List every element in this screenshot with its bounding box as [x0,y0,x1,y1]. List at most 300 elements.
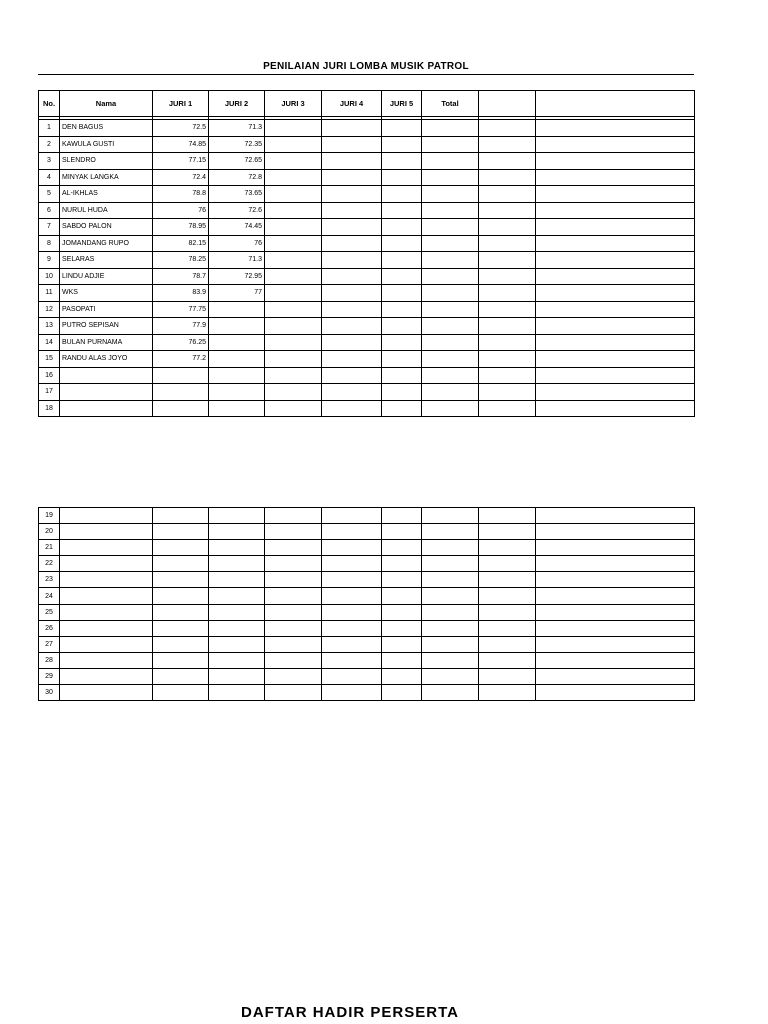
empty-cell [322,153,382,170]
empty-cell [265,524,322,540]
empty-cell [153,572,209,588]
empty-cell [382,301,422,318]
empty-cell [322,235,382,252]
row-number: 14 [39,334,60,351]
empty-cell [265,367,322,384]
empty-cell [265,540,322,556]
empty-cell [422,252,479,269]
juri1-score: 72.4 [153,169,209,186]
row-number: 18 [39,400,60,417]
empty-cell [382,384,422,401]
empty-cell [322,367,382,384]
juri1-score: 76 [153,202,209,219]
empty-cell [382,318,422,335]
empty-cell [422,301,479,318]
empty-cell [479,285,536,302]
column-header [536,91,695,117]
participant-name: KAWULA GUSTI [60,136,153,153]
row-number: 23 [39,572,60,588]
empty-cell [422,685,479,701]
empty-cell [265,508,322,524]
column-header: JURI 3 [265,91,322,117]
empty-cell [265,120,322,137]
empty-cell [322,524,382,540]
table-row [39,169,695,186]
empty-cell [422,186,479,203]
column-header: JURI 2 [209,91,265,117]
empty-cell [153,524,209,540]
juri2-score: 74.45 [209,219,265,236]
row-number: 24 [39,588,60,604]
empty-cell [422,620,479,636]
empty-cell [265,572,322,588]
empty-cell [322,334,382,351]
empty-cell [60,604,153,620]
juri1-score: 76.25 [153,334,209,351]
title-underline [38,74,694,75]
empty-cell [382,136,422,153]
row-number: 22 [39,556,60,572]
juri1-score: 83.9 [153,285,209,302]
empty-cell [382,285,422,302]
empty-cell [536,318,695,335]
table-row [39,636,695,652]
empty-cell [322,268,382,285]
empty-cell [536,652,695,668]
empty-cell [382,169,422,186]
empty-cell [422,384,479,401]
juri1-score: 78.25 [153,252,209,269]
empty-cell [536,556,695,572]
empty-cell [322,219,382,236]
juri1-score [153,384,209,401]
participant-name: PASOPATI [60,301,153,318]
empty-cell [536,301,695,318]
empty-cell [322,588,382,604]
row-number: 7 [39,219,60,236]
empty-cell [153,540,209,556]
empty-cell [322,384,382,401]
empty-cell [209,572,265,588]
juri1-score: 82.15 [153,235,209,252]
row-number: 27 [39,636,60,652]
row-number: 29 [39,668,60,684]
empty-cell [60,588,153,604]
empty-cell [265,252,322,269]
row-number: 20 [39,524,60,540]
empty-cell [536,400,695,417]
empty-cell [479,268,536,285]
empty-cell [322,169,382,186]
empty-cell [265,668,322,684]
empty-cell [209,620,265,636]
empty-cell [382,588,422,604]
empty-cell [382,620,422,636]
empty-cell [382,153,422,170]
table-row [39,572,695,588]
empty-cell [60,636,153,652]
empty-cell [322,351,382,368]
page-title: PENILAIAN JURI LOMBA MUSIK PATROL [263,61,469,72]
row-number: 1 [39,120,60,137]
participant-name: WKS [60,285,153,302]
empty-cell [153,604,209,620]
empty-cell [209,685,265,701]
empty-cell [479,186,536,203]
empty-cell [322,556,382,572]
empty-cell [209,556,265,572]
empty-cell [209,604,265,620]
table-row [39,252,695,269]
column-header: No. [39,91,60,117]
empty-cell [422,235,479,252]
empty-cell [479,400,536,417]
table-row [39,668,695,684]
empty-cell [422,334,479,351]
empty-cell [322,285,382,302]
empty-cell [265,318,322,335]
empty-cell [536,169,695,186]
juri1-score: 77.2 [153,351,209,368]
empty-cell [60,652,153,668]
table-row [39,120,695,137]
empty-cell [382,334,422,351]
empty-cell [479,652,536,668]
empty-cell [479,334,536,351]
empty-cell [265,268,322,285]
empty-cell [422,268,479,285]
header-row [39,91,695,117]
empty-cell [382,668,422,684]
row-number: 16 [39,367,60,384]
empty-cell [479,668,536,684]
empty-cell [382,556,422,572]
empty-cell [60,540,153,556]
table-row [39,351,695,368]
empty-cell [60,668,153,684]
column-header [479,91,536,117]
empty-cell [479,120,536,137]
empty-cell [422,540,479,556]
empty-cell [536,508,695,524]
empty-cell [479,367,536,384]
empty-cell [322,318,382,335]
row-number: 6 [39,202,60,219]
empty-cell [422,318,479,335]
empty-cell [265,400,322,417]
empty-cell [322,508,382,524]
empty-cell [209,588,265,604]
empty-cell [265,351,322,368]
juri2-score [209,334,265,351]
table-row [39,268,695,285]
empty-cell [422,588,479,604]
empty-cell [422,400,479,417]
table-row [39,652,695,668]
empty-cell [479,219,536,236]
empty-cell [265,153,322,170]
empty-cell [536,285,695,302]
juri2-score: 73.65 [209,186,265,203]
row-number: 30 [39,685,60,701]
juri1-score: 77.9 [153,318,209,335]
juri2-score: 71.3 [209,120,265,137]
row-number: 21 [39,540,60,556]
empty-cell [382,268,422,285]
empty-cell [265,169,322,186]
empty-cell [536,268,695,285]
empty-cell [265,202,322,219]
empty-cell [422,169,479,186]
empty-cell [422,219,479,236]
empty-cell [382,120,422,137]
juri1-score: 78.8 [153,186,209,203]
empty-cell [265,384,322,401]
juri1-score: 77.75 [153,301,209,318]
participant-name: NURUL HUDA [60,202,153,219]
empty-cell [422,351,479,368]
empty-cell [479,604,536,620]
empty-cell [60,685,153,701]
juri1-score [153,367,209,384]
empty-cell [265,604,322,620]
empty-cell [536,668,695,684]
empty-cell [479,685,536,701]
empty-cell [382,235,422,252]
empty-cell [382,367,422,384]
empty-cell [479,301,536,318]
empty-cell [479,252,536,269]
column-header: JURI 4 [322,91,382,117]
empty-cell [60,524,153,540]
juri2-score: 71.3 [209,252,265,269]
empty-cell [479,136,536,153]
empty-cell [422,153,479,170]
empty-cell [322,668,382,684]
column-header: JURI 5 [382,91,422,117]
juri2-score: 72.95 [209,268,265,285]
row-number: 5 [39,186,60,203]
participant-name: RANDU ALAS JOYO [60,351,153,368]
participant-name: DEN BAGUS [60,120,153,137]
empty-cell [322,604,382,620]
empty-cell [479,572,536,588]
empty-cell [536,636,695,652]
empty-cell [60,572,153,588]
empty-cell [536,351,695,368]
empty-cell [536,153,695,170]
table-row [39,186,695,203]
empty-cell [479,588,536,604]
empty-cell [265,620,322,636]
table-row [39,334,695,351]
empty-cell [265,301,322,318]
table-row [39,604,695,620]
row-number: 3 [39,153,60,170]
empty-cell [479,540,536,556]
table-row [39,235,695,252]
row-number: 4 [39,169,60,186]
juri2-score: 72.8 [209,169,265,186]
juri2-score [209,400,265,417]
juri2-score: 76 [209,235,265,252]
empty-cell [60,508,153,524]
row-number: 13 [39,318,60,335]
table-row [39,153,695,170]
juri1-score: 78.95 [153,219,209,236]
empty-cell [479,153,536,170]
attendance-title: DAFTAR HADIR PERSERTA [241,1004,459,1021]
empty-cell [536,572,695,588]
empty-cell [322,136,382,153]
empty-cell [153,620,209,636]
empty-cell [382,540,422,556]
empty-cell [322,400,382,417]
empty-cell [265,685,322,701]
juri1-score: 72.5 [153,120,209,137]
empty-cell [322,186,382,203]
empty-cell [265,235,322,252]
empty-cell [382,524,422,540]
empty-cell [479,620,536,636]
row-number: 12 [39,301,60,318]
empty-cell [322,652,382,668]
juri1-score [153,400,209,417]
juri2-score [209,351,265,368]
empty-cell [209,636,265,652]
empty-cell [536,367,695,384]
score-table-continued [38,507,695,701]
empty-cell [60,620,153,636]
empty-cell [422,636,479,652]
empty-cell [536,524,695,540]
participant-name: MINYAK LANGKA [60,169,153,186]
empty-cell [322,301,382,318]
row-number: 26 [39,620,60,636]
empty-cell [422,668,479,684]
table-row [39,620,695,636]
empty-cell [265,556,322,572]
juri1-score: 74.85 [153,136,209,153]
juri2-score: 72.65 [209,153,265,170]
empty-cell [479,508,536,524]
empty-cell [153,685,209,701]
empty-cell [382,202,422,219]
row-number: 9 [39,252,60,269]
empty-cell [422,524,479,540]
participant-name [60,384,153,401]
participant-name: LINDU ADJIE [60,268,153,285]
column-header: Total [422,91,479,117]
empty-cell [536,334,695,351]
empty-cell [422,285,479,302]
empty-cell [479,169,536,186]
row-number: 2 [39,136,60,153]
empty-cell [536,685,695,701]
empty-cell [382,636,422,652]
empty-cell [382,252,422,269]
empty-cell [153,668,209,684]
participant-name: SLENDRO [60,153,153,170]
table-row [39,318,695,335]
table-row [39,219,695,236]
empty-cell [479,384,536,401]
table-row [39,508,695,524]
table-row [39,400,695,417]
table-row [39,556,695,572]
empty-cell [382,572,422,588]
empty-cell [382,186,422,203]
empty-cell [479,351,536,368]
empty-cell [322,685,382,701]
empty-cell [479,235,536,252]
table-row [39,136,695,153]
table-row [39,384,695,401]
empty-cell [322,572,382,588]
table-row [39,685,695,701]
empty-cell [422,202,479,219]
empty-cell [536,620,695,636]
empty-cell [536,384,695,401]
juri2-score [209,367,265,384]
score-table [38,90,695,417]
empty-cell [382,685,422,701]
empty-cell [265,636,322,652]
juri1-score: 77.15 [153,153,209,170]
empty-cell [536,252,695,269]
empty-cell [265,652,322,668]
table-row [39,588,695,604]
empty-cell [382,508,422,524]
empty-cell [536,202,695,219]
empty-cell [422,120,479,137]
empty-cell [322,636,382,652]
table-row [39,367,695,384]
empty-cell [422,652,479,668]
participant-name: BULAN PURNAMA [60,334,153,351]
row-number: 25 [39,604,60,620]
empty-cell [382,219,422,236]
table-row [39,202,695,219]
row-number: 10 [39,268,60,285]
empty-cell [422,572,479,588]
empty-cell [265,285,322,302]
table-row [39,301,695,318]
empty-cell [382,400,422,417]
juri2-score: 77 [209,285,265,302]
empty-cell [209,652,265,668]
column-header: Nama [60,91,153,117]
row-number: 19 [39,508,60,524]
row-number: 11 [39,285,60,302]
empty-cell [322,252,382,269]
empty-cell [479,202,536,219]
participant-name [60,400,153,417]
participant-name [60,367,153,384]
juri2-score [209,384,265,401]
empty-cell [479,318,536,335]
empty-cell [382,604,422,620]
empty-cell [536,120,695,137]
empty-cell [536,136,695,153]
row-number: 15 [39,351,60,368]
empty-cell [422,367,479,384]
empty-cell [536,540,695,556]
empty-cell [479,636,536,652]
empty-cell [322,120,382,137]
empty-cell [153,652,209,668]
participant-name: JOMANDANG RUPO [60,235,153,252]
